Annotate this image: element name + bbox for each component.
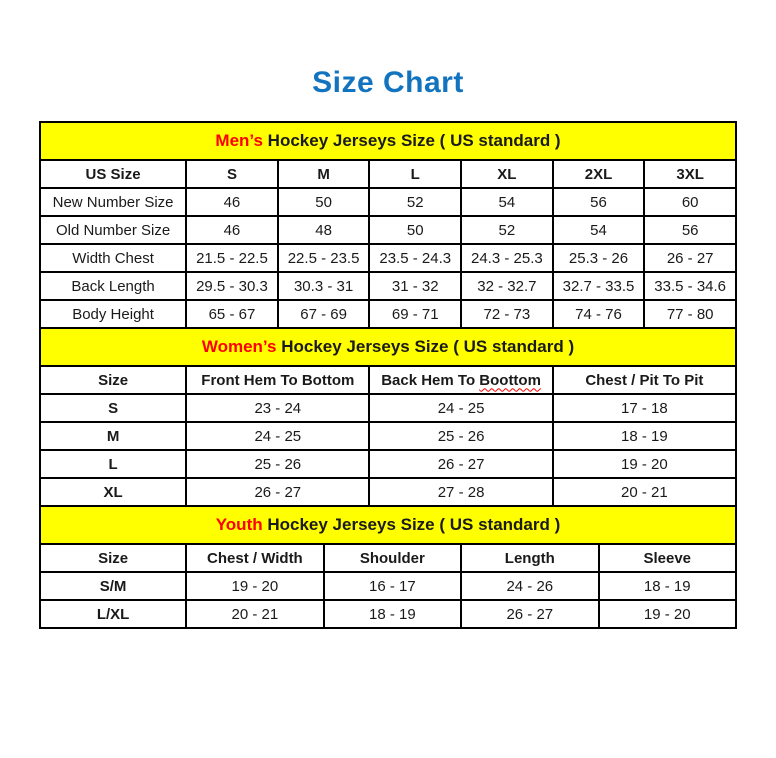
mens-header-us-size: US Size	[40, 160, 186, 188]
youth-value-cell: 26 - 27	[461, 600, 598, 628]
youth-size-table	[39, 505, 737, 629]
youth-value-cell: 18 - 19	[599, 572, 736, 600]
mens-header-row	[40, 160, 736, 188]
youth-banner-text: Hockey Jerseys Size ( US standard )	[262, 515, 561, 534]
mens-value-cell: 26 - 27	[644, 244, 736, 272]
mens-value-cell: 54	[553, 216, 645, 244]
womens-header-size: Size	[40, 366, 186, 394]
mens-row-label: Width Chest	[40, 244, 186, 272]
table-row	[40, 450, 736, 478]
womens-banner-highlight: Women’s	[201, 337, 277, 356]
womens-header-back-hem	[369, 366, 552, 394]
mens-value-cell: 24.3 - 25.3	[461, 244, 553, 272]
table-row	[40, 272, 736, 300]
youth-section-banner	[40, 506, 736, 544]
womens-value-cell: 24 - 25	[186, 422, 369, 450]
table-row	[40, 300, 736, 328]
table-row	[40, 188, 736, 216]
table-row	[40, 478, 736, 506]
mens-header-3xl: 3XL	[644, 160, 736, 188]
mens-banner-text: Hockey Jerseys Size ( US standard )	[262, 131, 561, 150]
womens-value-cell: 20 - 21	[553, 478, 736, 506]
table-row	[40, 244, 736, 272]
womens-value-cell: 27 - 28	[369, 478, 552, 506]
youth-value-cell: 16 - 17	[324, 572, 461, 600]
youth-header-length: Length	[461, 544, 598, 572]
mens-row-label: Old Number Size	[40, 216, 186, 244]
mens-banner-row	[40, 122, 736, 160]
mens-value-cell: 25.3 - 26	[553, 244, 645, 272]
back-hem-misspelled-word: Boottom	[479, 371, 541, 389]
mens-value-cell: 67 - 69	[278, 300, 370, 328]
mens-value-cell: 46	[186, 188, 278, 216]
womens-size-table	[39, 327, 737, 507]
size-chart-tables	[39, 121, 737, 629]
youth-size-label: L/XL	[40, 600, 186, 628]
table-row	[40, 422, 736, 450]
mens-value-cell: 29.5 - 30.3	[186, 272, 278, 300]
table-row	[40, 600, 736, 628]
womens-size-label: XL	[40, 478, 186, 506]
mens-value-cell: 54	[461, 188, 553, 216]
mens-value-cell: 21.5 - 22.5	[186, 244, 278, 272]
mens-value-cell: 50	[278, 188, 370, 216]
youth-header-chest-width: Chest / Width	[186, 544, 323, 572]
womens-header-front-hem: Front Hem To Bottom	[186, 366, 369, 394]
mens-value-cell: 50	[369, 216, 461, 244]
womens-header-chest: Chest / Pit To Pit	[553, 366, 736, 394]
mens-value-cell: 74 - 76	[553, 300, 645, 328]
womens-header-row	[40, 366, 736, 394]
mens-value-cell: 32.7 - 33.5	[553, 272, 645, 300]
mens-row-label: Back Length	[40, 272, 186, 300]
table-row	[40, 572, 736, 600]
mens-size-table	[39, 121, 737, 329]
mens-value-cell: 31 - 32	[369, 272, 461, 300]
womens-value-cell: 19 - 20	[553, 450, 736, 478]
mens-banner-highlight: Men’s	[215, 131, 263, 150]
womens-size-label: S	[40, 394, 186, 422]
mens-value-cell: 30.3 - 31	[278, 272, 370, 300]
womens-size-label: L	[40, 450, 186, 478]
table-row	[40, 216, 736, 244]
womens-banner-row	[40, 328, 736, 366]
youth-banner-highlight: Youth	[215, 515, 263, 534]
mens-value-cell: 48	[278, 216, 370, 244]
mens-value-cell: 46	[186, 216, 278, 244]
youth-header-shoulder: Shoulder	[324, 544, 461, 572]
youth-value-cell: 18 - 19	[324, 600, 461, 628]
womens-section-banner	[40, 328, 736, 366]
mens-row-label: Body Height	[40, 300, 186, 328]
mens-header-xl: XL	[461, 160, 553, 188]
mens-header-s: S	[186, 160, 278, 188]
womens-value-cell: 18 - 19	[553, 422, 736, 450]
womens-value-cell: 25 - 26	[186, 450, 369, 478]
womens-value-cell: 24 - 25	[369, 394, 552, 422]
youth-header-row	[40, 544, 736, 572]
size-chart-page	[0, 66, 776, 758]
youth-header-sleeve: Sleeve	[599, 544, 736, 572]
womens-value-cell: 25 - 26	[369, 422, 552, 450]
mens-value-cell: 23.5 - 24.3	[369, 244, 461, 272]
youth-banner-row	[40, 506, 736, 544]
womens-value-cell: 17 - 18	[553, 394, 736, 422]
mens-header-2xl: 2XL	[553, 160, 645, 188]
mens-value-cell: 52	[461, 216, 553, 244]
mens-value-cell: 33.5 - 34.6	[644, 272, 736, 300]
youth-value-cell: 24 - 26	[461, 572, 598, 600]
youth-size-label: S/M	[40, 572, 186, 600]
womens-size-label: M	[40, 422, 186, 450]
mens-header-m: M	[278, 160, 370, 188]
back-hem-prefix: Back Hem To	[381, 371, 480, 389]
mens-value-cell: 72 - 73	[461, 300, 553, 328]
mens-value-cell: 52	[369, 188, 461, 216]
mens-section-banner	[40, 122, 736, 160]
mens-value-cell: 65 - 67	[186, 300, 278, 328]
mens-value-cell: 56	[644, 216, 736, 244]
mens-header-l: L	[369, 160, 461, 188]
womens-value-cell: 23 - 24	[186, 394, 369, 422]
mens-value-cell: 56	[553, 188, 645, 216]
table-row	[40, 394, 736, 422]
youth-value-cell: 20 - 21	[186, 600, 323, 628]
womens-banner-text: Hockey Jerseys Size ( US standard )	[276, 337, 575, 356]
mens-value-cell: 32 - 32.7	[461, 272, 553, 300]
mens-value-cell: 22.5 - 23.5	[278, 244, 370, 272]
mens-value-cell: 77 - 80	[644, 300, 736, 328]
youth-value-cell: 19 - 20	[599, 600, 736, 628]
womens-value-cell: 26 - 27	[369, 450, 552, 478]
youth-value-cell: 19 - 20	[186, 572, 323, 600]
page-title: Size Chart	[312, 66, 464, 99]
womens-value-cell: 26 - 27	[186, 478, 369, 506]
youth-header-size: Size	[40, 544, 186, 572]
mens-value-cell: 69 - 71	[369, 300, 461, 328]
mens-row-label: New Number Size	[40, 188, 186, 216]
mens-value-cell: 60	[644, 188, 736, 216]
